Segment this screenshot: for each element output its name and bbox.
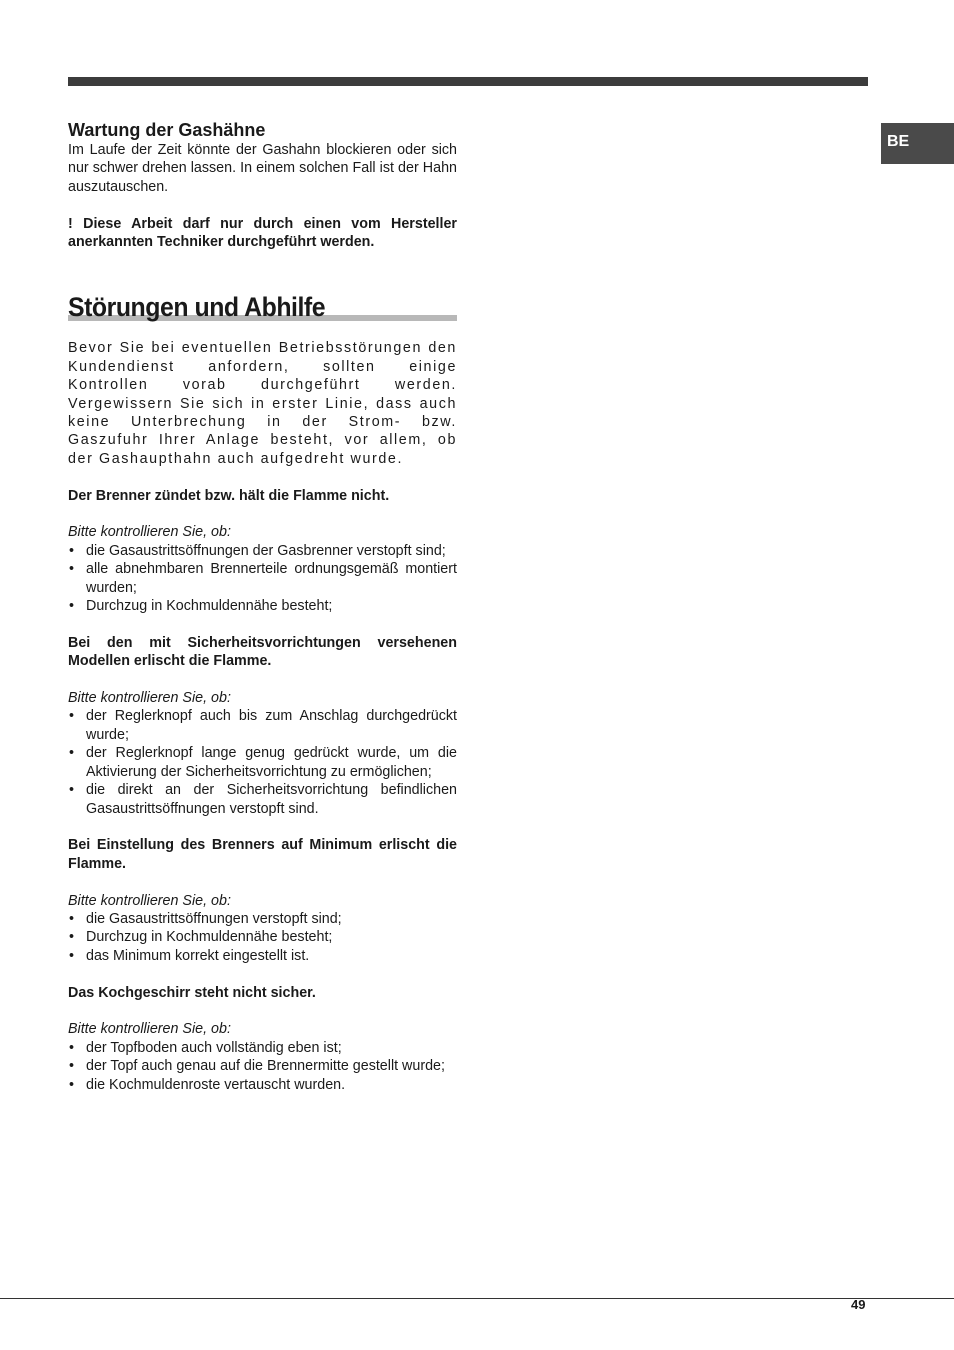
check-label: Bitte kontrollieren Sie, ob: [68, 1021, 231, 1038]
main-column [68, 119, 457, 1094]
check-item: • die Gasaustrittsöffnungen der Gasbrenner verstopft sind; [68, 542, 457, 560]
problem-block [68, 818, 457, 965]
check-item: • das Minimum korrekt eingestellt ist. [68, 947, 457, 965]
language-tab: BE [881, 123, 954, 164]
page-number: 49 [851, 1297, 866, 1312]
check-item: • Durchzug in Kochmuldennähe besteht; [68, 597, 457, 615]
check-list [68, 542, 457, 616]
check-item: • die direkt an der Sicherheitsvorrichtung befindlichen Gasaustrittsöffnungen verstopft sind. [68, 781, 457, 818]
check-item: • die Kochmuldenroste vertauscht wurden. [68, 1076, 457, 1094]
troubleshooting-intro: Bevor Sie bei eventuellen Betriebsstörungen den Kundendienst anfordern, sollten einige Kontrollen vorab durchgeführt werden. Vergewissern Sie sich in erster Linie, dass auch keine Unterbrechung in der Strom- bzw. Gaszufuhr Ihrer Anlage besteht, vor allem, ob der Gashaupthahn auch aufgedreht wurde. [68, 340, 457, 467]
check-label: Bitte kontrollieren Sie, ob: [68, 524, 231, 541]
problem-block [68, 965, 457, 1094]
footer-rule [0, 1298, 954, 1299]
check-list [68, 1039, 457, 1094]
check-item: • der Topfboden auch vollständig eben ist; [68, 1039, 457, 1057]
problem-block [68, 615, 457, 817]
check-item: • alle abnehmbaren Brennerteile ordnungsgemäß montiert wurden; [68, 560, 457, 597]
problem-heading: Bei Einstellung des Brenners auf Minimum erlischt die Flamme. [68, 837, 457, 872]
check-list [68, 707, 457, 817]
check-label: Bitte kontrollieren Sie, ob: [68, 892, 231, 909]
problem-heading: Das Kochgeschirr steht nicht sicher. [68, 984, 316, 1001]
check-item: • Durchzug in Kochmuldennähe besteht; [68, 928, 457, 946]
check-item: • der Reglerknopf auch bis zum Anschlag durchgedrückt wurde; [68, 707, 457, 744]
maintenance-warning: ! Diese Arbeit darf nur durch einen vom Hersteller anerkannten Techniker durchgeführt werden. [68, 215, 457, 251]
problem-list [68, 468, 457, 1094]
problem-heading: Der Brenner zündet bzw. hält die Flamme nicht. [68, 487, 390, 504]
check-item: • die Gasaustrittsöffnungen verstopft sind; [68, 910, 457, 928]
maintenance-body: Im Laufe der Zeit könnte der Gashahn blockieren oder sich nur schwer drehen lassen. In einem solchen Fall ist der Hahn auszutauschen. [68, 142, 457, 195]
problem-block [68, 468, 457, 615]
check-item: • der Topf auch genau auf die Brennermitte gestellt wurde; [68, 1057, 457, 1075]
check-list [68, 910, 457, 965]
maintenance-heading: Wartung der Gashähne [68, 120, 266, 140]
top-header-bar [68, 77, 868, 86]
check-item: • der Reglerknopf lange genug gedrückt wurde, um die Aktivierung der Sicherheitsvorrichtung zu ermöglichen; [68, 744, 457, 781]
check-label: Bitte kontrollieren Sie, ob: [68, 690, 231, 707]
section-title: Störungen und Abhilfe [68, 292, 326, 323]
problem-heading: Bei den mit Sicherheitsvorrichtungen versehenen Modellen erlischt die Flamme. [68, 634, 457, 670]
